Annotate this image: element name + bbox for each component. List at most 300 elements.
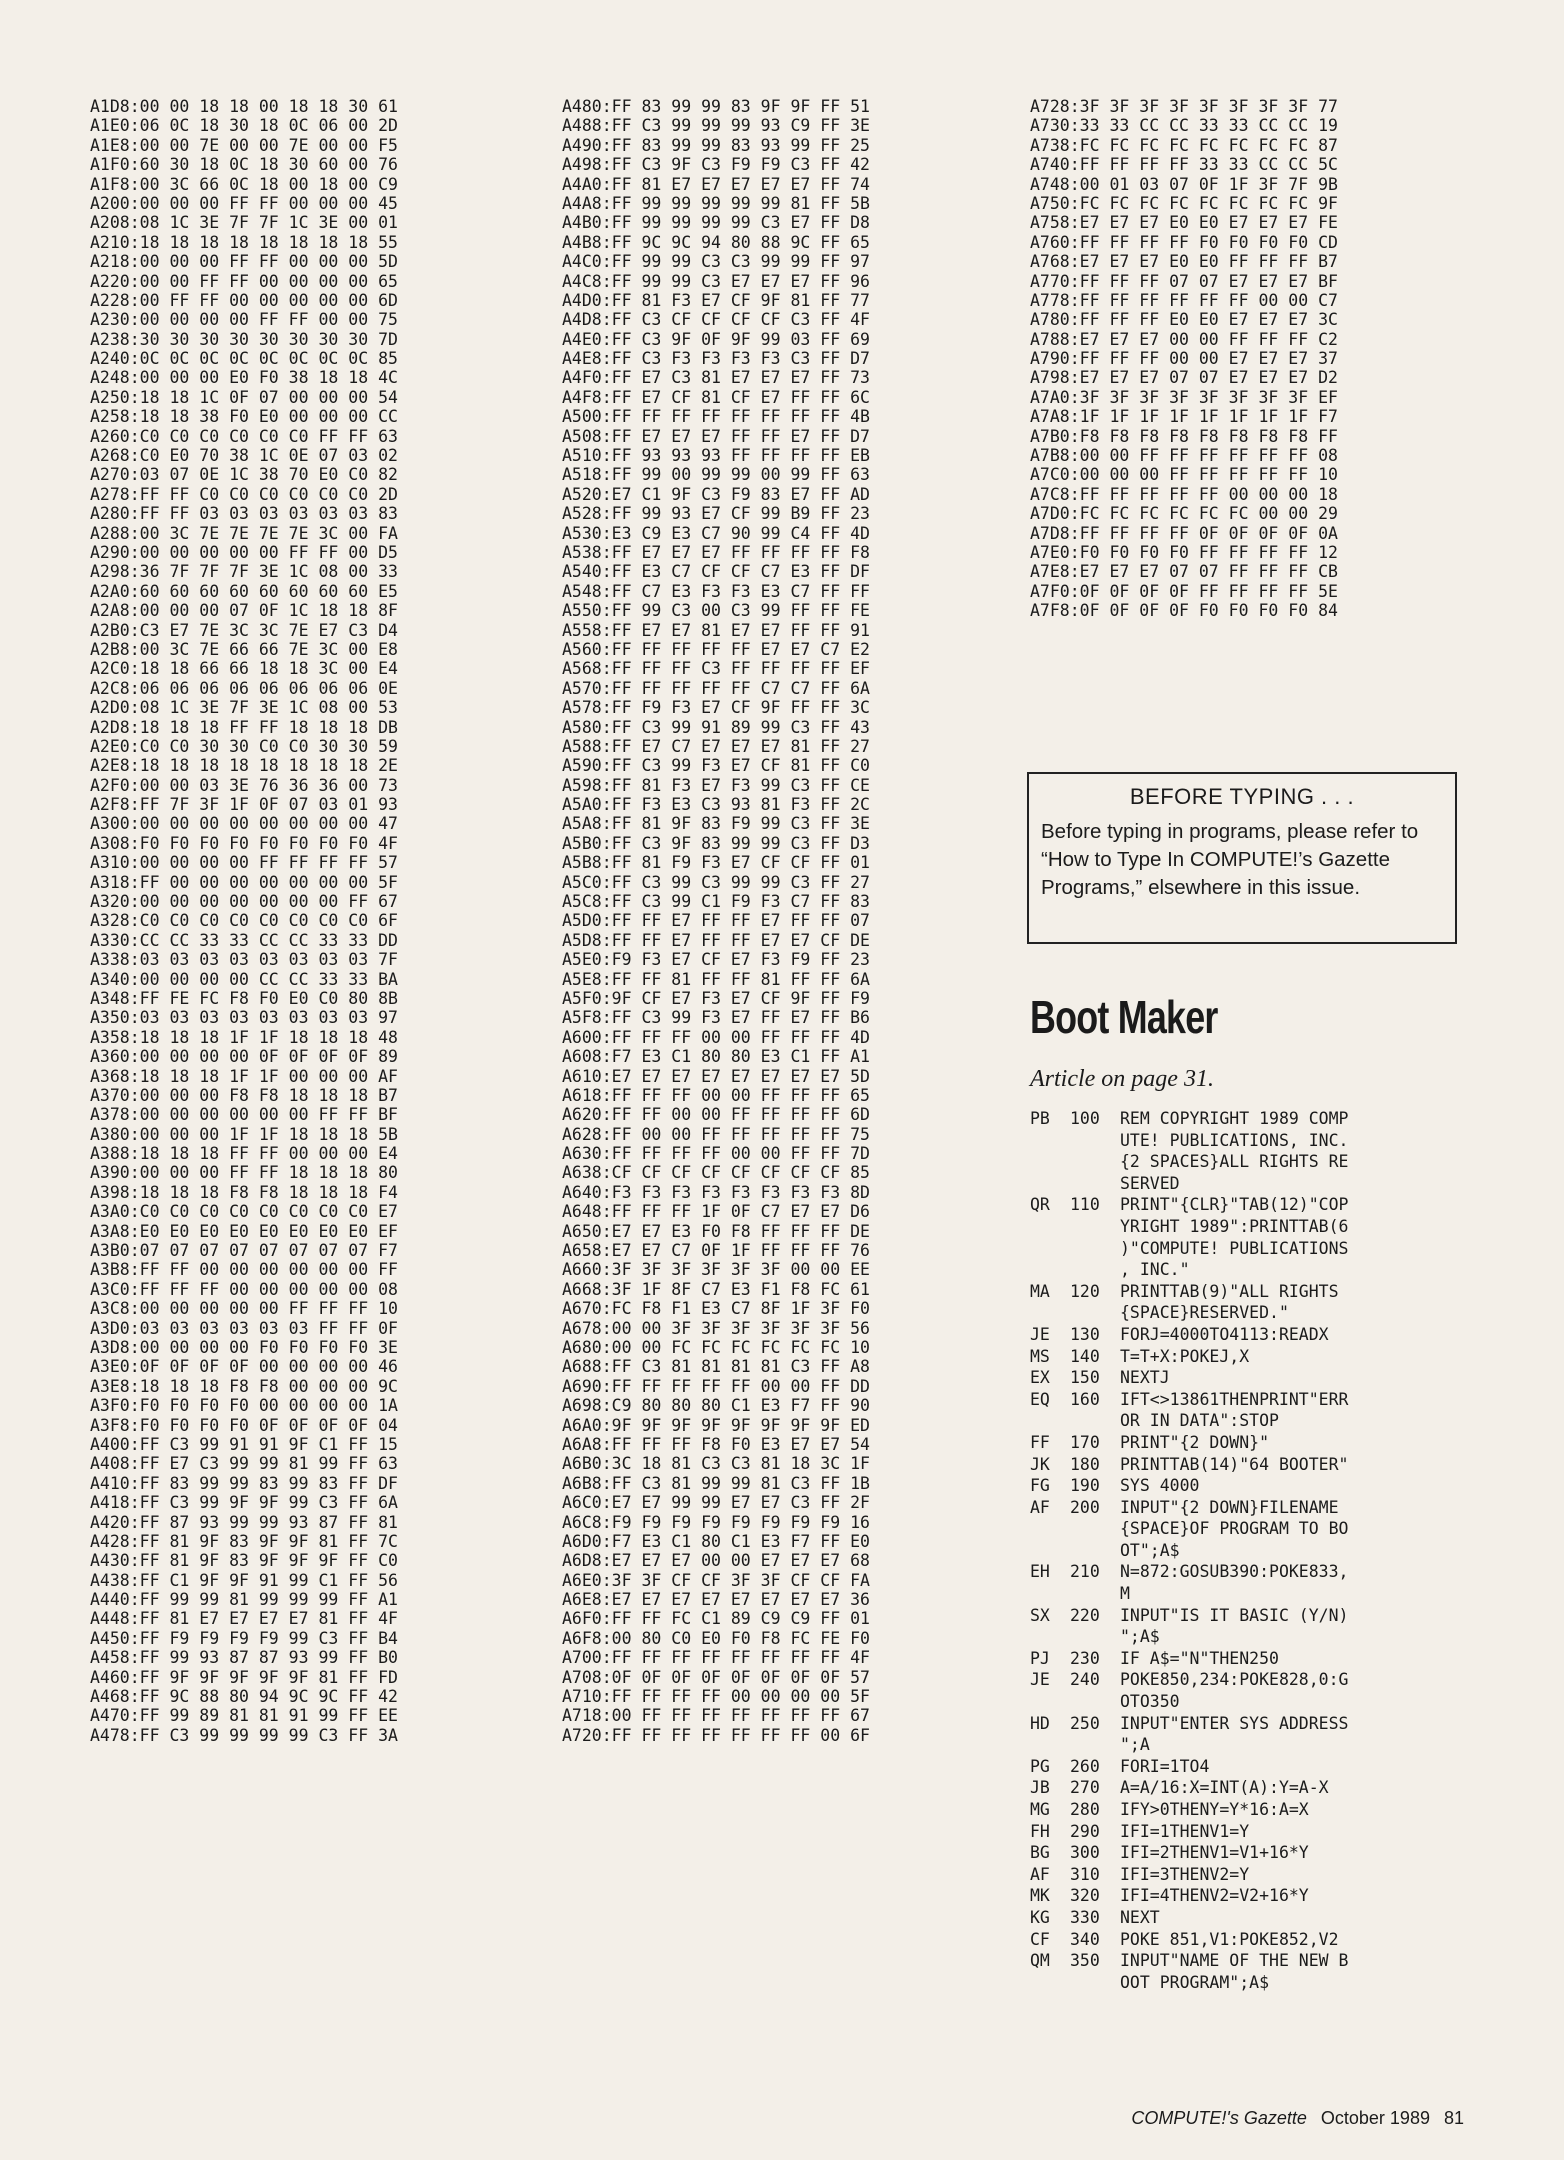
listing-line — [1030, 1367, 1348, 1389]
hex-line: A440:FF 99 99 81 99 99 99 FF A1 — [90, 1590, 398, 1610]
hex-line: A7F8:0F 0F 0F 0F F0 F0 F0 F0 84 — [1030, 601, 1338, 621]
hex-line: A4C8:FF 99 99 C3 E7 E7 E7 FF 96 — [562, 271, 870, 291]
hex-line: A5B0:FF C3 9F 83 99 99 C3 FF D3 — [562, 833, 870, 853]
hex-line: A668:3F 1F 8F C7 E3 F1 F8 FC 61 — [562, 1279, 870, 1299]
hex-line: A2F0:00 00 03 3E 76 36 36 00 73 — [90, 775, 398, 795]
hex-line: A5D0:FF FF E7 FF FF E7 FF FF 07 — [562, 911, 870, 931]
line-number: 310 — [1070, 1864, 1100, 1884]
hex-line: A590:FF C3 99 F3 E7 CF 81 FF C0 — [562, 756, 870, 776]
hex-line: A370:00 00 00 F8 F8 18 18 18 B7 — [90, 1085, 398, 1105]
boot-maker-title: Boot Maker — [1030, 991, 1218, 1043]
line-number: 320 — [1070, 1886, 1100, 1906]
line-number: 290 — [1070, 1821, 1100, 1841]
line-number: 190 — [1070, 1476, 1100, 1496]
line-text: IF A$="N"THEN250 — [1120, 1648, 1279, 1668]
line-text: NEXT — [1120, 1907, 1160, 1927]
hex-line: A658:E7 E7 C7 0F 1F FF FF FF 76 — [562, 1241, 870, 1261]
hex-line: A2D8:18 18 18 FF FF 18 18 18 DB — [90, 717, 398, 737]
listing-line — [1030, 1885, 1348, 1907]
hex-line: A488:FF C3 99 99 99 93 C9 FF 3E — [562, 116, 870, 136]
hex-line: A730:33 33 CC CC 33 33 CC CC 19 — [1030, 116, 1338, 136]
line-text: SYS 4000 — [1120, 1476, 1200, 1496]
listing-line — [1030, 1864, 1348, 1886]
line-text: REM COPYRIGHT 1989 COMP — [1120, 1109, 1349, 1128]
line-number: 150 — [1070, 1368, 1100, 1388]
hex-line: A528:FF 99 93 E7 CF 99 B9 FF 23 — [562, 504, 870, 524]
hex-line: A510:FF 93 93 93 FF FF FF FF EB — [562, 446, 870, 466]
hex-column-2 — [562, 97, 870, 1745]
hex-line: A4F8:FF E7 CF 81 CF E7 FF FF 6C — [562, 387, 870, 407]
hex-line: A3F0:F0 F0 F0 F0 00 00 00 00 1A — [90, 1396, 398, 1416]
hex-line: A3B0:07 07 07 07 07 07 07 07 F7 — [90, 1241, 398, 1261]
hex-line: A778:FF FF FF FF FF FF 00 00 C7 — [1030, 290, 1338, 310]
hex-line: A660:3F 3F 3F 3F 3F 3F 00 00 EE — [562, 1260, 870, 1280]
checksum-code: AF — [1030, 1864, 1050, 1884]
hex-line: A498:FF C3 9F C3 F9 F9 C3 FF 42 — [562, 155, 870, 175]
line-continuation: OTO350 — [1120, 1692, 1180, 1712]
line-continuation: , INC." — [1120, 1260, 1190, 1280]
hex-line: A310:00 00 00 00 FF FF FF FF 57 — [90, 853, 398, 873]
hex-line: A380:00 00 00 1F 1F 18 18 18 5B — [90, 1124, 398, 1144]
hex-line: A538:FF E7 E7 E7 FF FF FF FF F8 — [562, 542, 870, 562]
line-text: PRINTTAB(14)"64 BOOTER" — [1120, 1454, 1349, 1474]
footer-page-number: 81 — [1443, 2108, 1464, 2128]
hex-line: A620:FF FF 00 00 FF FF FF FF 6D — [562, 1105, 870, 1125]
hex-line: A238:30 30 30 30 30 30 30 30 7D — [90, 329, 398, 349]
hex-line: A7E8:E7 E7 E7 07 07 FF FF FF CB — [1030, 562, 1338, 582]
hex-line: A770:FF FF FF 07 07 E7 E7 E7 BF — [1030, 271, 1338, 291]
checksum-code: JE — [1030, 1324, 1050, 1344]
listing-line — [1030, 1713, 1348, 1735]
hex-line: A558:FF E7 E7 81 E7 E7 FF FF 91 — [562, 620, 870, 640]
hex-line: A230:00 00 00 00 FF FF 00 00 75 — [90, 310, 398, 330]
listing-line — [1030, 1605, 1348, 1627]
hex-line: A458:FF 99 93 87 87 93 99 FF B0 — [90, 1648, 398, 1668]
line-text: PRINT"{CLR}"TAB(12)"COP — [1120, 1195, 1349, 1215]
line-number: 110 — [1070, 1195, 1100, 1215]
hex-line: A368:18 18 18 1F 1F 00 00 00 AF — [90, 1066, 398, 1086]
hex-line: A540:FF E3 C7 CF CF C7 E3 FF DF — [562, 562, 870, 582]
line-number: 300 — [1070, 1843, 1100, 1863]
hex-line: A6F8:00 80 C0 E0 F0 F8 FC FE F0 — [562, 1628, 870, 1648]
boot-maker-subtitle: Article on page 31. — [1030, 1066, 1214, 1092]
listing-line — [1030, 1821, 1348, 1843]
line-number: 260 — [1070, 1756, 1100, 1776]
page-footer — [1131, 2108, 1464, 2129]
line-text: PRINTTAB(9)"ALL RIGHTS — [1120, 1281, 1339, 1301]
hex-line: A3B8:FF FF 00 00 00 00 00 00 FF — [90, 1260, 398, 1280]
hex-line: A6B8:FF C3 81 99 99 81 C3 FF 1B — [562, 1473, 870, 1493]
hex-line: A300:00 00 00 00 00 00 00 00 47 — [90, 814, 398, 834]
hex-line: A628:FF 00 00 FF FF FF FF FF 75 — [562, 1124, 870, 1144]
line-continuation: YRIGHT 1989":PRINTTAB(6 — [1120, 1216, 1349, 1236]
hex-line: A500:FF FF FF FF FF FF FF FF 4B — [562, 407, 870, 427]
line-continuation: OOT PROGRAM";A$ — [1120, 1972, 1270, 1992]
line-continuation: {2 SPACES}ALL RIGHTS RE — [1120, 1152, 1349, 1172]
hex-line: A5C8:FF C3 99 C1 F9 F3 C7 FF 83 — [562, 892, 870, 912]
line-continuation: SERVED — [1120, 1173, 1180, 1193]
hex-line: A580:FF C3 99 91 89 99 C3 FF 43 — [562, 717, 870, 737]
hex-line: A2A0:60 60 60 60 60 60 60 60 E5 — [90, 581, 398, 601]
line-text: IFI=3THENV2=Y — [1120, 1864, 1250, 1884]
before-typing-box — [1027, 772, 1457, 944]
hex-line: A350:03 03 03 03 03 03 03 03 97 — [90, 1008, 398, 1028]
hex-line: A2F8:FF 7F 3F 1F 0F 07 03 01 93 — [90, 795, 398, 815]
line-number: 130 — [1070, 1324, 1100, 1344]
line-text: PRINT"{2 DOWN}" — [1120, 1432, 1270, 1452]
line-continuation: UTE! PUBLICATIONS, INC. — [1120, 1130, 1349, 1150]
listing-line — [1030, 1777, 1348, 1799]
listing-line — [1030, 1907, 1348, 1929]
hex-line: A4F0:FF E7 C3 81 E7 E7 E7 FF 73 — [562, 368, 870, 388]
hex-line: A420:FF 87 93 99 99 93 87 FF 81 — [90, 1512, 398, 1532]
checksum-code: SX — [1030, 1605, 1050, 1625]
hex-line: A740:FF FF FF FF 33 33 CC CC 5C — [1030, 155, 1338, 175]
checksum-code: FH — [1030, 1821, 1050, 1841]
listing-line — [1030, 1281, 1348, 1303]
hex-line: A3C0:FF FF FF 00 00 00 00 00 08 — [90, 1279, 398, 1299]
checksum-code: MA — [1030, 1281, 1050, 1301]
listing-line — [1030, 1756, 1348, 1778]
checksum-code: EH — [1030, 1562, 1050, 1582]
hex-line: A7A8:1F 1F 1F 1F 1F 1F 1F 1F F7 — [1030, 407, 1338, 427]
hex-line: A6D8:E7 E7 E7 00 00 E7 E7 E7 68 — [562, 1551, 870, 1571]
hex-line: A3E8:18 18 18 F8 F8 00 00 00 9C — [90, 1376, 398, 1396]
hex-line: A790:FF FF FF 00 00 E7 E7 E7 37 — [1030, 349, 1338, 369]
hex-line: A258:18 18 38 F0 E0 00 00 00 CC — [90, 407, 398, 427]
hex-line: A700:FF FF FF FF FF FF FF FF 4F — [562, 1648, 870, 1668]
line-text: N=872:GOSUB390:POKE833, — [1120, 1562, 1349, 1582]
hex-line: A1F0:60 30 18 0C 18 30 60 00 76 — [90, 155, 398, 175]
hex-line: A340:00 00 00 00 CC CC 33 33 BA — [90, 969, 398, 989]
hex-line: A568:FF FF FF C3 FF FF FF FF EF — [562, 659, 870, 679]
hex-line: A5F8:FF C3 99 F3 E7 FF E7 FF B6 — [562, 1008, 870, 1028]
hex-line: A308:F0 F0 F0 F0 F0 F0 F0 F0 4F — [90, 833, 398, 853]
listing-line — [1030, 1194, 1348, 1216]
hex-line: A780:FF FF FF E0 E0 E7 E7 E7 3C — [1030, 310, 1338, 330]
hex-line: A670:FC F8 F1 E3 C7 8F 1F 3F F0 — [562, 1299, 870, 1319]
line-number: 250 — [1070, 1713, 1100, 1733]
hex-line: A2C8:06 06 06 06 06 06 06 06 0E — [90, 678, 398, 698]
line-number: 160 — [1070, 1389, 1100, 1409]
hex-line: A508:FF E7 E7 E7 FF FF E7 FF D7 — [562, 426, 870, 446]
hex-line: A7F0:0F 0F 0F 0F FF FF FF FF 5E — [1030, 581, 1338, 601]
line-text: A=A/16:X=INT(A):Y=A-X — [1120, 1778, 1329, 1798]
hex-line: A7D8:FF FF FF FF 0F 0F 0F 0F 0A — [1030, 523, 1338, 543]
hex-line: A2D0:08 1C 3E 7F 3E 1C 08 00 53 — [90, 698, 398, 718]
line-continuation: )"COMPUTE! PUBLICATIONS — [1120, 1238, 1349, 1258]
hex-line: A520:E7 C1 9F C3 F9 83 E7 FF AD — [562, 484, 870, 504]
line-number: 240 — [1070, 1670, 1100, 1690]
hex-line: A5A0:FF F3 E3 C3 93 81 F3 FF 2C — [562, 795, 870, 815]
hex-line: A7B0:F8 F8 F8 F8 F8 F8 F8 F8 FF — [1030, 426, 1338, 446]
hex-line: A250:18 18 1C 0F 07 00 00 00 54 — [90, 387, 398, 407]
hex-line: A5D8:FF FF E7 FF FF E7 E7 CF DE — [562, 930, 870, 950]
line-number: 340 — [1070, 1929, 1100, 1949]
line-number: 200 — [1070, 1497, 1100, 1517]
line-number: 230 — [1070, 1648, 1100, 1668]
hex-line: A708:0F 0F 0F 0F 0F 0F 0F 0F 57 — [562, 1667, 870, 1687]
hex-line: A6E8:E7 E7 E7 E7 E7 E7 E7 E7 36 — [562, 1590, 870, 1610]
hex-line: A418:FF C3 99 9F 9F 99 C3 FF 6A — [90, 1493, 398, 1513]
hex-line: A328:C0 C0 C0 C0 C0 C0 C0 C0 6F — [90, 911, 398, 931]
hex-line: A758:E7 E7 E7 E0 E0 E7 E7 E7 FE — [1030, 213, 1338, 233]
before-typing-body: Before typing in programs, please refer to “How to Type In COMPUTE!’s Gazette Programs,” elsewhere in this issue. — [1041, 820, 1419, 899]
hex-line: A578:FF F9 F3 E7 CF 9F FF FF 3C — [562, 698, 870, 718]
hex-line: A690:FF FF FF FF FF 00 00 FF DD — [562, 1376, 870, 1396]
hex-line: A378:00 00 00 00 00 00 FF FF BF — [90, 1105, 398, 1125]
checksum-code: EQ — [1030, 1389, 1050, 1409]
hex-line: A698:C9 80 80 80 C1 E3 F7 FF 90 — [562, 1396, 870, 1416]
hex-column-3 — [1030, 97, 1338, 621]
hex-line: A278:FF FF C0 C0 C0 C0 C0 C0 2D — [90, 484, 398, 504]
hex-line: A3D8:00 00 00 00 F0 F0 F0 F0 3E — [90, 1338, 398, 1357]
hex-line: A5E0:F9 F3 E7 CF E7 F3 F9 FF 23 — [562, 950, 870, 970]
hex-line: A290:00 00 00 00 00 FF FF 00 D5 — [90, 542, 398, 562]
listing-line — [1030, 1950, 1348, 1972]
hex-line: A6E0:3F 3F CF CF 3F 3F CF CF FA — [562, 1570, 870, 1590]
hex-line: A6F0:FF FF FC C1 89 C9 C9 FF 01 — [562, 1609, 870, 1629]
line-number: 350 — [1070, 1951, 1100, 1971]
hex-line: A720:FF FF FF FF FF FF FF 00 6F — [562, 1725, 870, 1745]
hex-line: A7B8:00 00 FF FF FF FF FF FF 08 — [1030, 446, 1338, 466]
hex-line: A688:FF C3 81 81 81 81 C3 FF A8 — [562, 1357, 870, 1377]
line-continuation: OR IN DATA":STOP — [1120, 1411, 1279, 1431]
line-text: INPUT"IS IT BASIC (Y/N) — [1120, 1605, 1349, 1625]
hex-line: A320:00 00 00 00 00 00 00 FF 67 — [90, 892, 398, 912]
listing-line — [1030, 1799, 1348, 1821]
hex-line: A400:FF C3 99 91 91 9F C1 FF 15 — [90, 1434, 398, 1454]
hex-line: A280:FF FF 03 03 03 03 03 03 83 — [90, 504, 398, 524]
line-text: IFI=4THENV2=V2+16*Y — [1120, 1886, 1309, 1906]
hex-line: A468:FF 9C 88 80 94 9C 9C FF 42 — [90, 1687, 398, 1707]
hex-line: A330:CC CC 33 33 CC CC 33 33 DD — [90, 930, 398, 950]
hex-line: A210:18 18 18 18 18 18 18 18 55 — [90, 232, 398, 252]
hex-line: A358:18 18 18 1F 1F 18 18 18 48 — [90, 1027, 398, 1047]
hex-line: A7D0:FC FC FC FC FC FC 00 00 29 — [1030, 504, 1338, 524]
hex-line: A788:E7 E7 E7 00 00 FF FF FF C2 — [1030, 329, 1338, 349]
hex-line: A2E8:18 18 18 18 18 18 18 18 2E — [90, 756, 398, 776]
line-text: IFT<>13861THENPRINT"ERR — [1120, 1389, 1349, 1409]
basic-listing — [1030, 1108, 1348, 1993]
line-text: POKE850,234:POKE828,0:G — [1120, 1670, 1349, 1690]
line-number: 280 — [1070, 1800, 1100, 1819]
hex-line: A530:E3 C9 E3 C7 90 99 C4 FF 4D — [562, 523, 870, 543]
hex-line: A2C0:18 18 66 66 18 18 3C 00 E4 — [90, 659, 398, 679]
checksum-code: QM — [1030, 1951, 1050, 1971]
hex-line: A1E8:00 00 7E 00 00 7E 00 00 F5 — [90, 135, 398, 155]
checksum-code: PB — [1030, 1109, 1050, 1128]
hex-line: A3A0:C0 C0 C0 C0 C0 C0 C0 C0 E7 — [90, 1202, 398, 1222]
line-continuation: {SPACE}OF PROGRAM TO BO — [1120, 1519, 1349, 1539]
hex-line: A448:FF 81 E7 E7 E7 E7 81 FF 4F — [90, 1609, 398, 1629]
checksum-code: MS — [1030, 1346, 1050, 1366]
hex-line: A560:FF FF FF FF FF E7 E7 C7 E2 — [562, 639, 870, 659]
line-continuation: ";A$ — [1120, 1627, 1160, 1647]
hex-line: A608:F7 E3 C1 80 80 E3 C1 FF A1 — [562, 1047, 870, 1067]
hex-line: A430:FF 81 9F 83 9F 9F 9F FF C0 — [90, 1551, 398, 1571]
hex-line: A398:18 18 18 F8 F8 18 18 18 F4 — [90, 1182, 398, 1202]
hex-line: A348:FF FE FC F8 F0 E0 C0 80 8B — [90, 988, 398, 1008]
line-text: FORJ=4000TO4113:READX — [1120, 1324, 1329, 1344]
line-continuation: M — [1120, 1584, 1130, 1604]
hex-line: A3D0:03 03 03 03 03 03 FF FF 0F — [90, 1318, 398, 1338]
hex-line: A2B0:C3 E7 7E 3C 3C 7E E7 C3 D4 — [90, 620, 398, 640]
hex-line: A268:C0 E0 70 38 1C 0E 07 03 02 — [90, 446, 398, 466]
hex-line: A200:00 00 00 FF FF 00 00 00 45 — [90, 193, 398, 213]
hex-line: A360:00 00 00 00 0F 0F 0F 0F 89 — [90, 1047, 398, 1067]
hex-line: A6C8:F9 F9 F9 F9 F9 F9 F9 F9 16 — [562, 1512, 870, 1532]
hex-line: A228:00 FF FF 00 00 00 00 00 6D — [90, 290, 398, 310]
hex-line: A640:F3 F3 F3 F3 F3 F3 F3 F3 8D — [562, 1182, 870, 1202]
line-continuation: {SPACE}RESERVED." — [1120, 1303, 1289, 1323]
hex-line: A1E0:06 0C 18 30 18 0C 06 00 2D — [90, 116, 398, 136]
hex-line: A7C0:00 00 00 FF FF FF FF FF 10 — [1030, 465, 1338, 485]
hex-line: A1F8:00 3C 66 0C 18 00 18 00 C9 — [90, 174, 398, 194]
listing-line — [1030, 1324, 1348, 1346]
line-number: 170 — [1070, 1432, 1100, 1452]
hex-line: A5E8:FF FF 81 FF FF 81 FF FF 6A — [562, 969, 870, 989]
hex-line: A298:36 7F 7F 7F 3E 1C 08 00 33 — [90, 562, 398, 582]
hex-column-1 — [90, 97, 398, 1745]
line-continuation: OT";A$ — [1120, 1540, 1180, 1560]
hex-line: A5F0:9F CF E7 F3 E7 CF 9F FF F9 — [562, 988, 870, 1008]
line-number: 270 — [1070, 1778, 1100, 1798]
hex-line: A6A0:9F 9F 9F 9F 9F 9F 9F 9F ED — [562, 1415, 870, 1435]
line-text: IFI=2THENV1=V1+16*Y — [1120, 1843, 1309, 1863]
hex-line: A4B8:FF 9C 9C 94 80 88 9C FF 65 — [562, 232, 870, 252]
line-text: IFI=1THENV1=Y — [1120, 1821, 1250, 1841]
hex-line: A760:FF FF FF FF F0 F0 F0 F0 CD — [1030, 232, 1338, 252]
checksum-code: CF — [1030, 1929, 1050, 1949]
hex-line: A570:FF FF FF FF FF C7 C7 FF 6A — [562, 678, 870, 698]
line-number: 210 — [1070, 1562, 1100, 1582]
hex-line: A6B0:3C 18 81 C3 C3 81 18 3C 1F — [562, 1454, 870, 1474]
hex-line: A260:C0 C0 C0 C0 C0 C0 FF FF 63 — [90, 426, 398, 446]
hex-line: A638:CF CF CF CF CF CF CF CF 85 — [562, 1163, 870, 1183]
checksum-code: AF — [1030, 1497, 1050, 1517]
hex-line: A798:E7 E7 E7 07 07 E7 E7 E7 D2 — [1030, 368, 1338, 388]
hex-line: A288:00 3C 7E 7E 7E 7E 3C 00 FA — [90, 523, 398, 543]
line-text: FORI=1TO4 — [1120, 1756, 1210, 1776]
hex-line: A648:FF FF FF 1F 0F C7 E7 E7 D6 — [562, 1202, 870, 1222]
hex-line: A208:08 1C 3E 7F 7F 1C 3E 00 01 — [90, 213, 398, 233]
hex-line: A240:0C 0C 0C 0C 0C 0C 0C 0C 85 — [90, 349, 398, 369]
hex-line: A390:00 00 00 FF FF 18 18 18 80 — [90, 1163, 398, 1183]
hex-line: A7A0:3F 3F 3F 3F 3F 3F 3F 3F EF — [1030, 387, 1338, 407]
hex-line: A470:FF 99 89 81 81 91 99 FF EE — [90, 1706, 398, 1726]
footer-magazine: COMPUTE!'s Gazette — [1131, 2108, 1307, 2128]
checksum-code: JB — [1030, 1778, 1050, 1798]
checksum-code: KG — [1030, 1907, 1050, 1927]
listing-line — [1030, 1389, 1348, 1411]
hex-line: A6D0:F7 E3 C1 80 C1 E3 F7 FF E0 — [562, 1531, 870, 1551]
hex-line: A598:FF 81 F3 E7 F3 99 C3 FF CE — [562, 775, 870, 795]
hex-line: A548:FF C7 E3 F3 F3 E3 C7 FF FF — [562, 581, 870, 601]
line-number: 330 — [1070, 1907, 1100, 1927]
hex-line: A4E8:FF C3 F3 F3 F3 F3 C3 FF D7 — [562, 349, 870, 369]
listing-line — [1030, 1346, 1348, 1368]
listing-line — [1030, 1497, 1348, 1519]
hex-line: A630:FF FF FF FF 00 00 FF FF 7D — [562, 1144, 870, 1164]
hex-line: A5C0:FF C3 99 C3 99 99 C3 FF 27 — [562, 872, 870, 892]
hex-line: A4D8:FF C3 CF CF CF CF C3 FF 4F — [562, 310, 870, 330]
checksum-code: FG — [1030, 1476, 1050, 1496]
hex-line: A410:FF 83 99 99 83 99 83 FF DF — [90, 1473, 398, 1493]
before-typing-title: BEFORE TYPING . . . — [1129, 784, 1355, 809]
hex-line: A4A8:FF 99 99 99 99 99 81 FF 5B — [562, 193, 870, 213]
checksum-code: PG — [1030, 1756, 1050, 1776]
hex-line: A318:FF 00 00 00 00 00 00 00 5F — [90, 872, 398, 892]
hex-line: A3A8:E0 E0 E0 E0 E0 E0 E0 E0 EF — [90, 1221, 398, 1241]
listing-line — [1030, 1475, 1348, 1497]
checksum-code: QR — [1030, 1195, 1050, 1215]
hex-line: A588:FF E7 C7 E7 E7 E7 81 FF 27 — [562, 736, 870, 756]
hex-line: A678:00 00 3F 3F 3F 3F 3F 3F 56 — [562, 1318, 870, 1338]
hex-line: A610:E7 E7 E7 E7 E7 E7 E7 E7 5D — [562, 1066, 870, 1086]
hex-line: A650:E7 E7 E3 F0 F8 FF FF FF DE — [562, 1221, 870, 1241]
line-text: POKE 851,V1:POKE852,V2 — [1120, 1929, 1339, 1949]
line-text: T=T+X:POKEJ,X — [1120, 1346, 1250, 1366]
hex-line: A3F8:F0 F0 F0 F0 0F 0F 0F 0F 04 — [90, 1415, 398, 1435]
hex-line: A2A8:00 00 00 07 0F 1C 18 18 8F — [90, 601, 398, 621]
checksum-code: MG — [1030, 1800, 1050, 1819]
line-text: INPUT"ENTER SYS ADDRESS — [1120, 1713, 1349, 1733]
hex-line: A768:E7 E7 E7 E0 E0 FF FF FF B7 — [1030, 252, 1338, 272]
hex-line: A738:FC FC FC FC FC FC FC FC 87 — [1030, 135, 1338, 155]
checksum-code: JE — [1030, 1670, 1050, 1690]
hex-line: A408:FF E7 C3 99 99 81 99 FF 63 — [90, 1454, 398, 1474]
line-number: 120 — [1070, 1281, 1100, 1301]
line-continuation: ";A — [1120, 1735, 1150, 1755]
listing-line — [1030, 1108, 1348, 1130]
hex-line: A728:3F 3F 3F 3F 3F 3F 3F 3F 77 — [1030, 97, 1338, 116]
checksum-code: HD — [1030, 1713, 1050, 1733]
hex-line: A600:FF FF FF 00 00 FF FF FF 4D — [562, 1027, 870, 1047]
hex-line: A750:FC FC FC FC FC FC FC FC 9F — [1030, 193, 1338, 213]
listing-line — [1030, 1842, 1348, 1864]
line-number: 180 — [1070, 1454, 1100, 1474]
line-number: 220 — [1070, 1605, 1100, 1625]
listing-line — [1030, 1561, 1348, 1583]
hex-line: A4E0:FF C3 9F 0F 9F 99 03 FF 69 — [562, 329, 870, 349]
hex-line: A2B8:00 3C 7E 66 66 7E 3C 00 E8 — [90, 639, 398, 659]
checksum-code: BG — [1030, 1843, 1050, 1863]
hex-line: A4A0:FF 81 E7 E7 E7 E7 E7 FF 74 — [562, 174, 870, 194]
line-number: 100 — [1070, 1109, 1100, 1128]
hex-line: A428:FF 81 9F 83 9F 9F 81 FF 7C — [90, 1531, 398, 1551]
line-text: INPUT"{2 DOWN}FILENAME — [1120, 1497, 1339, 1517]
hex-line: A4D0:FF 81 F3 E7 CF 9F 81 FF 77 — [562, 290, 870, 310]
hex-line: A248:00 00 00 E0 F0 38 18 18 4C — [90, 368, 398, 388]
hex-line: A5A8:FF 81 9F 83 F9 99 C3 FF 3E — [562, 814, 870, 834]
hex-line: A618:FF FF FF 00 00 FF FF FF 65 — [562, 1085, 870, 1105]
hex-line: A490:FF 83 99 99 83 93 99 FF 25 — [562, 135, 870, 155]
hex-line: A3E0:0F 0F 0F 0F 00 00 00 00 46 — [90, 1357, 398, 1377]
hex-line: A718:00 FF FF FF FF FF FF FF 67 — [562, 1706, 870, 1726]
hex-line: A460:FF 9F 9F 9F 9F 9F 81 FF FD — [90, 1667, 398, 1687]
hex-line: A7C8:FF FF FF FF FF 00 00 00 18 — [1030, 484, 1338, 504]
hex-line: A7E0:F0 F0 F0 F0 FF FF FF FF 12 — [1030, 542, 1338, 562]
listing-line — [1030, 1648, 1348, 1670]
hex-line: A450:FF F9 F9 F9 F9 99 C3 FF B4 — [90, 1628, 398, 1648]
line-text: NEXTJ — [1120, 1368, 1170, 1388]
hex-line: A480:FF 83 99 99 83 9F 9F FF 51 — [562, 97, 870, 116]
hex-line: A478:FF C3 99 99 99 99 C3 FF 3A — [90, 1725, 398, 1745]
footer-issue: October 1989 — [1320, 2108, 1430, 2128]
hex-line: A4C0:FF 99 99 C3 C3 99 99 FF 97 — [562, 252, 870, 272]
line-number: 140 — [1070, 1346, 1100, 1366]
